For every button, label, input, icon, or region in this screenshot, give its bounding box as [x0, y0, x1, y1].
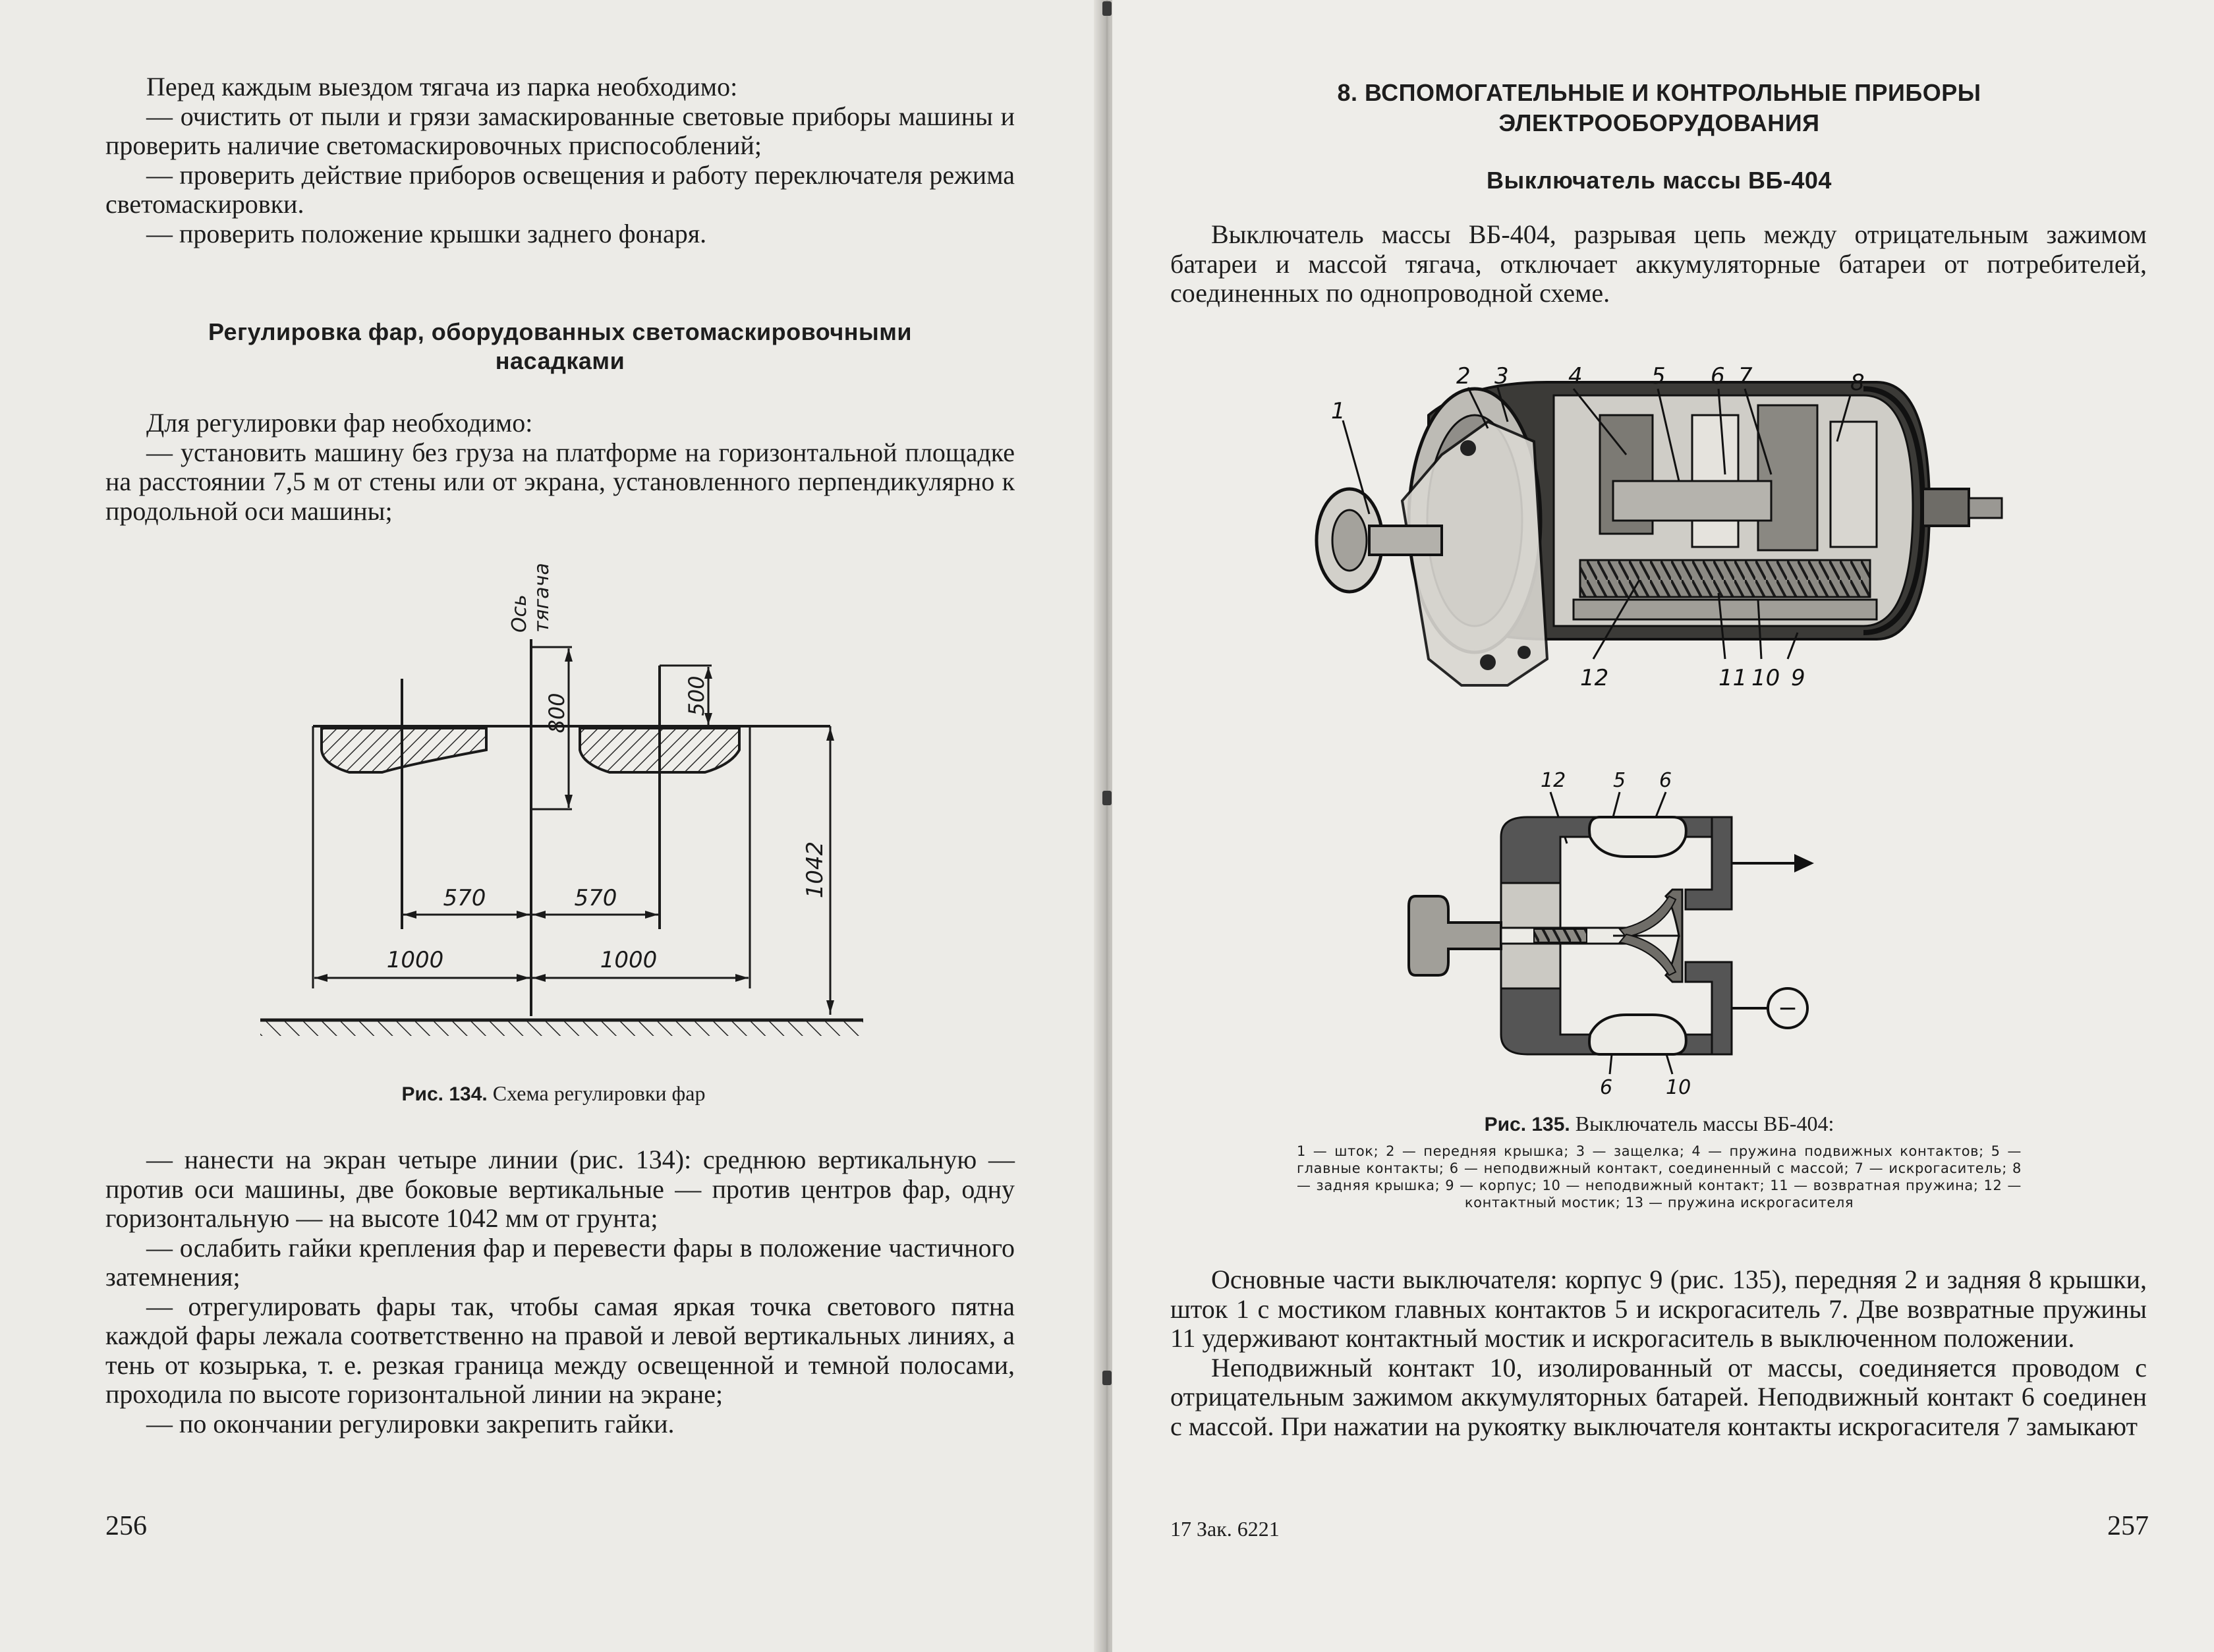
chapter-heading-line-1: 8. ВСПОМОГАТЕЛЬНЫЕ И КОНТРОЛЬНЫЕ ПРИБОРЫ	[1337, 79, 1981, 106]
callout-12: 12	[1580, 665, 1609, 691]
figure-134-caption-num: Рис. 134.	[401, 1083, 488, 1105]
para-contact: Неподвижный контакт 10, изолированный от массы, соединяется проводом с отрицательным зажимом аккумуляторных батарей. Неподвижный контакт 6 соединен с массой. При нажатии на рукоятку выключателя контакты искрогасителя 7 замыкают	[1170, 1352, 2147, 1441]
section-heading: Регулировка фар, оборудованных светомаскировочными насадками	[208, 318, 913, 374]
binding-mark	[1102, 1, 1112, 16]
intro-item: — проверить действие приборов освещения и работу переключателя режима светомаскировки.	[105, 159, 1015, 219]
intro-paragraph: Выключатель массы ВБ-404, разрывая цепь между отрицательным зажимом батареи и массой тягача, отключает аккумуляторные батареи от потребителей, соединенных по однопроводной схеме.	[1170, 219, 2147, 308]
steps-block	[105, 1145, 1015, 1438]
legend-text: 1 — шток; 2 — передняя крышка; 3 — защелка; 4 — пружина подвижных контактов; 5 — главные контакты; 6 — неподвижный контакт, соединенный с массой; 7 — искрогаситель; 8 — задняя крышка; 9 — корпус; 10 — неподвижный контакт; 11 — возвратная пружина; 12 — контактный мостик; 13 — пружина искрогасителя	[1297, 1143, 2022, 1211]
figure-135-caption-text: Выключатель массы ВБ-404:	[1575, 1112, 1834, 1135]
intro-paragraph-block	[1170, 220, 2147, 308]
dim-500: 500	[684, 675, 709, 716]
return-spring	[1580, 560, 1870, 597]
dim-1042: 1042	[802, 841, 828, 899]
body-block	[1170, 1265, 2147, 1441]
ground-hatching	[260, 1021, 863, 1036]
intro-block	[105, 72, 1015, 248]
callout-2: 2	[1456, 363, 1471, 389]
schem-label-6b: 6	[1600, 1076, 1613, 1099]
callout-9: 9	[1791, 665, 1805, 691]
intro-item: — проверить положение крышки заднего фонаря.	[146, 218, 707, 248]
dim-800: 800	[544, 693, 569, 733]
figure-135-cutaway	[1270, 343, 2074, 764]
dim-1000-right: 1000	[600, 947, 658, 973]
binding-mark	[1102, 791, 1112, 805]
schem-label-5: 5	[1613, 769, 1626, 792]
para-main-parts: Основные части выключателя: корпус 9 (рис. 135), передняя 2 и задняя 8 крышки, шток 1 с мостиком главных контактов 5 и искрогаситель 7. Две возвратные пружины 11 удерживают контактный мостик и искрогаситель в выключенном положении.	[1170, 1265, 2147, 1353]
dim-570-right: 570	[574, 885, 617, 911]
callout-10: 10	[1751, 665, 1780, 691]
axis-label-2: тягача	[530, 563, 554, 633]
step-item: — ослабить гайки крепления фар и перевести фары в положение частичного затемнения;	[105, 1232, 1015, 1292]
intro-item: — очистить от пыли и грязи замаскированные световые приборы машины и проверить наличие светомаскировочных приспособлений;	[105, 101, 1015, 160]
step-item: — нанести на экран четыре линии (рис. 134): среднюю вертикальную — против оси машины, две боковые вертикальные — против центров фар, одну горизонтальную — на высоте 1042 мм от грунта;	[105, 1145, 1015, 1233]
callout-11: 11	[1718, 665, 1747, 691]
figure-134-diagram	[250, 540, 870, 1068]
axis-label-1: Ось	[508, 594, 531, 633]
left-beam-spot	[322, 728, 486, 772]
step-item: — отрегулировать фары так, чтобы самая яркая точка светового пятна каждой фары лежала соответственно на правой и левой вертикальных линиях, а тень от козырька, т. е. резкая граница между освещенной и темной полосами, проходила по высоте горизонтальной линии на экране;	[105, 1291, 1015, 1409]
binding-mark	[1102, 1371, 1112, 1385]
callout-5: 5	[1651, 363, 1666, 389]
dim-570-left: 570	[443, 885, 486, 911]
schem-label-10: 10	[1666, 1076, 1691, 1099]
page-number-left: 256	[105, 1511, 147, 1541]
figure-135-caption	[1178, 1111, 2140, 1137]
chapter-heading-line-2: ЭЛЕКТРООБОРУДОВАНИЯ	[1498, 109, 1820, 136]
figure-135-caption-num: Рис. 135.	[1484, 1114, 1570, 1135]
figure-135-schematic	[1402, 764, 1863, 1100]
dim-1000-left: 1000	[386, 947, 444, 973]
figure-135-legend	[1297, 1143, 2022, 1211]
left-page	[0, 0, 1102, 1652]
footer-order: 17 Зак. 6221	[1170, 1517, 1280, 1541]
adjust-intro: Для регулировки фар необходимо:	[146, 408, 533, 438]
callout-1: 1	[1331, 398, 1346, 424]
schem-label-12: 12	[1541, 769, 1566, 792]
callout-3: 3	[1494, 363, 1509, 389]
figure-134-caption	[198, 1081, 909, 1107]
page-number-right: 257	[2107, 1511, 2149, 1541]
intro-paragraph: Перед каждым выездом тягача из парка необходимо:	[146, 72, 738, 101]
callout-8: 8	[1850, 370, 1865, 396]
callout-4: 4	[1568, 363, 1583, 389]
callout-7: 7	[1738, 363, 1753, 389]
subheading: Выключатель массы ВБ-404	[1487, 167, 1832, 194]
schem-knob	[1409, 896, 1501, 975]
chapter-heading	[1165, 78, 2153, 138]
minus-terminal-symbol: −	[1777, 995, 1798, 1022]
figure-134-caption-text: Схема регулировки фар	[492, 1081, 706, 1105]
schem-label-6: 6	[1659, 769, 1672, 792]
step-item: — по окончании регулировки закрепить гайки.	[146, 1408, 675, 1438]
callout-6: 6	[1711, 363, 1725, 389]
right-page	[1112, 0, 2214, 1652]
adjust-block	[105, 409, 1015, 526]
adjust-item: — установить машину без груза на платформе на горизонтальной площадке на расстоянии 7,5 м от стены или от экрана, установленного перпендикулярно к продольной оси машины;	[105, 437, 1015, 526]
